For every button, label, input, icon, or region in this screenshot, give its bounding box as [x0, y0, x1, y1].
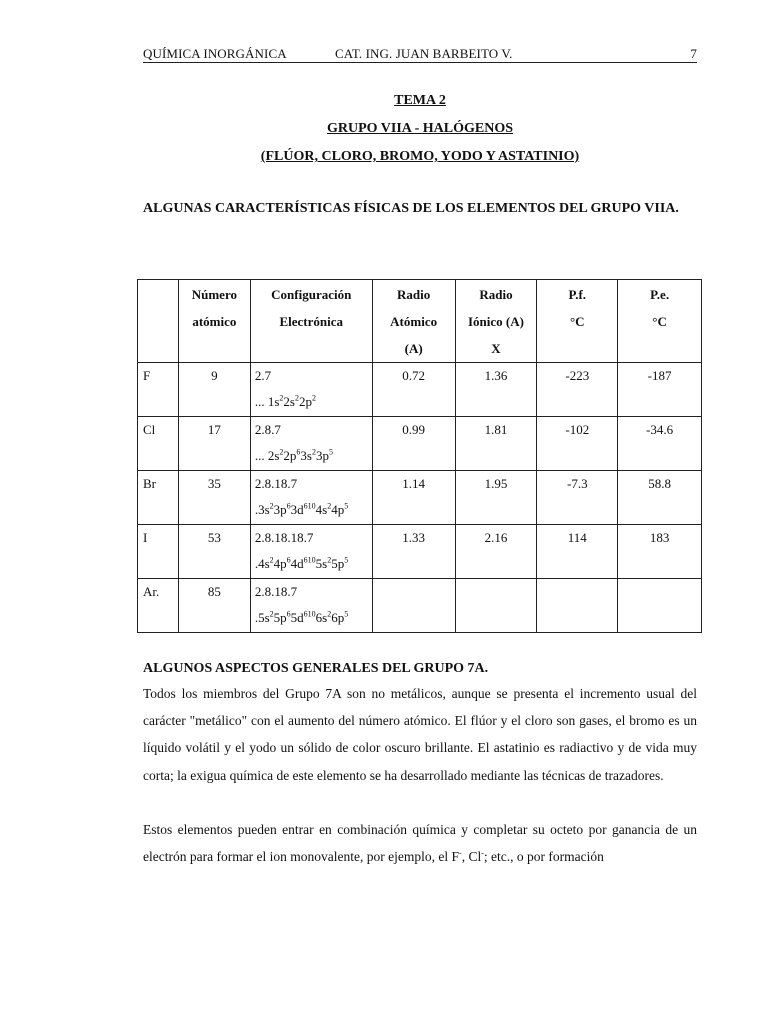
ionic-radius — [455, 579, 537, 633]
configuration-shells: 2.7 — [254, 368, 272, 383]
header-cell-melting-point: P.f. °C — [537, 280, 618, 363]
configuration-shells: 2.8.7 — [254, 422, 281, 437]
header-page-number: 7 — [690, 46, 697, 61]
configuration-orbitals: ... $1s^22s^22p^2$ — [254, 393, 316, 409]
electron-configuration — [250, 363, 372, 417]
boiling-point — [618, 579, 702, 633]
header-author: CAT. ING. JUAN BARBEITO V. — [335, 46, 513, 61]
element-symbol: Ar. — [138, 579, 179, 633]
atomic-number: 35 — [178, 471, 250, 525]
boiling-point: -34.6 — [618, 417, 702, 471]
ionic-radius: 1.95 — [455, 471, 537, 525]
section-heading-general: ALGUNOS ASPECTOS GENERALES DEL GRUPO 7A. — [143, 661, 489, 676]
configuration-shells: 2.8.18.7 — [254, 476, 298, 491]
electron-configuration — [250, 579, 372, 633]
header-cell-atomic-radius: Radio Atómico (A) — [372, 280, 455, 363]
table-row — [138, 471, 702, 525]
header-cell-ionic-radius: Radio Iónico (A) X — [455, 280, 537, 363]
atomic-radius: 0.99 — [372, 417, 455, 471]
paragraph-octet: Estos elementos pueden entrar en combinación química y completar su octeto por ganancia de un electrón para formar el ion monovalente, por ejemplo, el F-, Cl-; etc., o por formación — [143, 822, 697, 865]
ionic-radius: 2.16 — [455, 525, 537, 579]
electron-configuration — [250, 417, 372, 471]
element-symbol: F — [138, 363, 179, 417]
boiling-point: -187 — [618, 363, 702, 417]
atomic-number: 17 — [178, 417, 250, 471]
header-cell-configuration: Configuración Electrónica — [250, 280, 372, 363]
page-header — [143, 44, 697, 63]
configuration-shells: 2.8.18.18.7 — [254, 530, 314, 545]
table-header-row — [138, 280, 702, 363]
paragraph-general-aspects: Todos los miembros del Grupo 7A son no metálicos, aunque se presenta el incremento usual del carácter "metálico" con el aumento del número atómico. El flúor y el cloro son gases, el bromo es un líquido volátil y el yodo un sólido de color oscuro brillante. El astatinio es radiactivo y de vida muy corta; la exigua química de este elemento se ha desarrollado mediante las técnicas de trazadores. — [143, 686, 697, 783]
configuration-orbitals: ... $2s^22p^63s^23p^5$ — [254, 447, 333, 463]
table-row — [138, 525, 702, 579]
atomic-radius: 1.33 — [372, 525, 455, 579]
halogen-properties-table — [137, 279, 702, 633]
configuration-orbitals: $.3s^23p^63d^{610}4s^24p^5$ — [254, 501, 349, 517]
configuration-shells: 2.8.18.7 — [254, 584, 298, 599]
table-row — [138, 417, 702, 471]
section-heading-physical: ALGUNAS CARACTERÍSTICAS FÍSICAS DE LOS ELEMENTOS DEL GRUPO VIIA. — [143, 201, 679, 216]
melting-point: -223 — [537, 363, 618, 417]
boiling-point: 58.8 — [618, 471, 702, 525]
ionic-radius: 1.36 — [455, 363, 537, 417]
configuration-orbitals: $.5s^25p^65d^{610}6s^26p^5$ — [254, 609, 349, 625]
header-course-title: QUÍMICA INORGÁNICA — [143, 46, 287, 61]
header-cell-boiling-point: P.e. °C — [618, 280, 702, 363]
electron-configuration — [250, 471, 372, 525]
atomic-radius: 0.72 — [372, 363, 455, 417]
melting-point: -102 — [537, 417, 618, 471]
melting-point: 114 — [537, 525, 618, 579]
table-row — [138, 363, 702, 417]
element-symbol: Cl — [138, 417, 179, 471]
electron-configuration — [250, 525, 372, 579]
elements-title: (FLÚOR, CLORO, BROMO, YODO Y ASTATINIO) — [260, 149, 580, 164]
atomic-number: 85 — [178, 579, 250, 633]
element-symbol: Br — [138, 471, 179, 525]
atomic-number: 53 — [178, 525, 250, 579]
atomic-radius: 1.14 — [372, 471, 455, 525]
chapter-titles — [143, 92, 697, 176]
grupo-title: GRUPO VIIA - HALÓGENOS — [326, 121, 514, 136]
atomic-number: 9 — [178, 363, 250, 417]
table-row — [138, 579, 702, 633]
header-cell-element — [138, 280, 179, 363]
configuration-orbitals: $.4s^24p^64d^{610}5s^25p^5$ — [254, 555, 349, 571]
header-cell-atomic-number: Número atómico — [178, 280, 250, 363]
tema-title: TEMA 2 — [394, 93, 446, 108]
element-symbol: I — [138, 525, 179, 579]
boiling-point: 183 — [618, 525, 702, 579]
ionic-radius: 1.81 — [455, 417, 537, 471]
melting-point: -7.3 — [537, 471, 618, 525]
atomic-radius — [372, 579, 455, 633]
melting-point — [537, 579, 618, 633]
